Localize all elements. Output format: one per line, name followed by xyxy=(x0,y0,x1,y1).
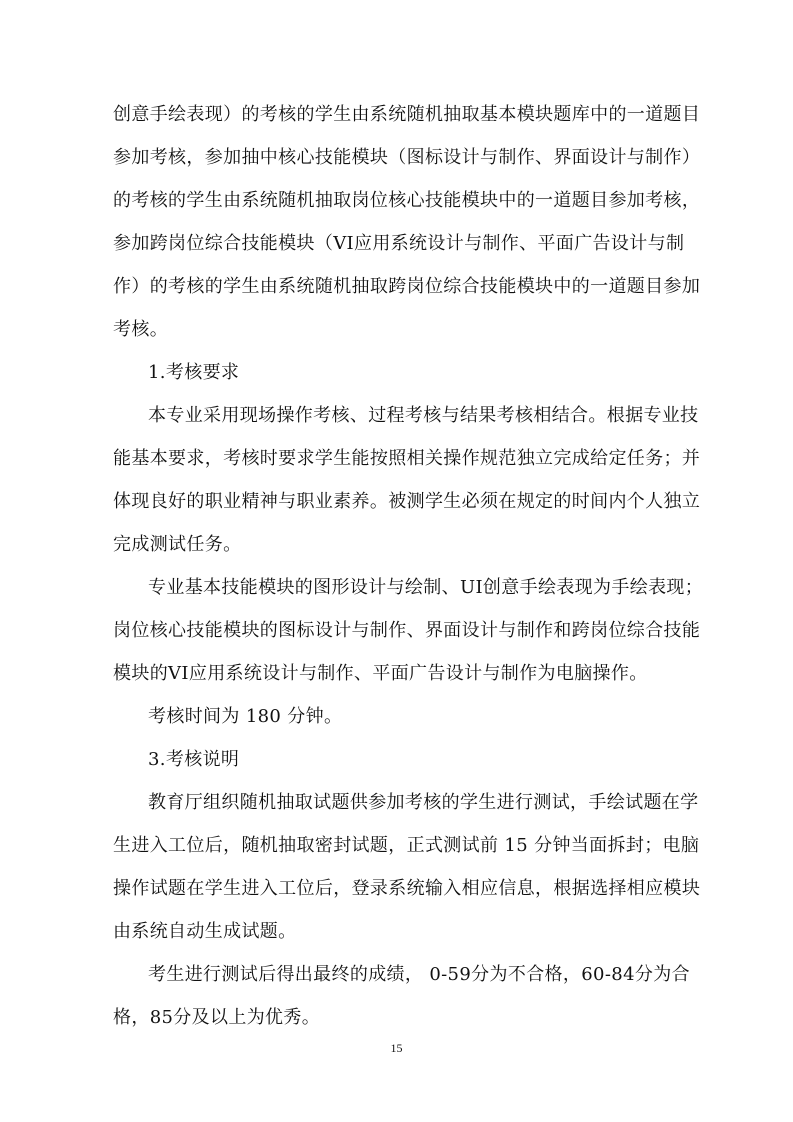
paragraph-first-line: 考核时间为 180 分钟。 xyxy=(148,706,343,727)
text-line: 的考核的学生由系统随机抽取岗位核心技能模块中的一道题目参加考核， xyxy=(113,190,701,211)
text-line: 完成测试任务。 xyxy=(113,534,242,555)
page-number: 15 xyxy=(390,1041,403,1055)
text-line: 参加考核，参加抽中核心技能模块（图标设计与制作、界面设计与制作） xyxy=(113,147,701,168)
text-line: 创意手绘表现）的考核的学生由系统随机抽取基本模块题库中的一道题目 xyxy=(113,104,701,125)
text-line: 能基本要求，考核时要求学生能按照相关操作规范独立完成给定任务；并 xyxy=(113,448,701,469)
text-line: 生进入工位后，随机抽取密封试题，正式测试前 15 分钟当面拆封；电脑 xyxy=(113,835,700,856)
text-line: 操作试题在学生进入工位后，登录系统输入相应信息，根据选择相应模块 xyxy=(113,878,701,899)
text-line: 岗位核心技能模块的图标设计与制作、界面设计与制作和跨岗位综合技能 xyxy=(113,620,701,641)
paragraph-first-line: 专业基本技能模块的图形设计与绘制、UI创意手绘表现为手绘表现； xyxy=(148,577,704,598)
text-line: 模块的VI应用系统设计与制作、平面广告设计与制作为电脑操作。 xyxy=(113,663,648,684)
text-line: 参加跨岗位综合技能模块（VI应用系统设计与制作、平面广告设计与制 xyxy=(113,233,685,254)
paragraph-first-line: 本专业采用现场操作考核、过程考核与结果考核相结合。根据专业技 xyxy=(148,405,699,426)
text-line: 考核。 xyxy=(113,319,169,340)
text-line: 体现良好的职业精神与职业素养。被测学生必须在规定的时间内个人独立 xyxy=(113,491,701,512)
text-line: 由系统自动生成试题。 xyxy=(113,921,297,942)
paragraph-first-line: 教育厅组织随机抽取试题供参加考核的学生进行测试，手绘试题在学 xyxy=(148,792,699,813)
section-heading: 1.考核要求 xyxy=(148,362,240,383)
section-heading: 3.考核说明 xyxy=(148,749,240,770)
text-line: 格，85分及以上为优秀。 xyxy=(113,1007,321,1028)
paragraph-first-line: 考生进行测试后得出最终的成绩， 0-59分为不合格，60-84分为合 xyxy=(148,964,690,985)
text-line: 作）的考核的学生由系统随机抽取跨岗位综合技能模块中的一道题目参加 xyxy=(113,276,701,297)
